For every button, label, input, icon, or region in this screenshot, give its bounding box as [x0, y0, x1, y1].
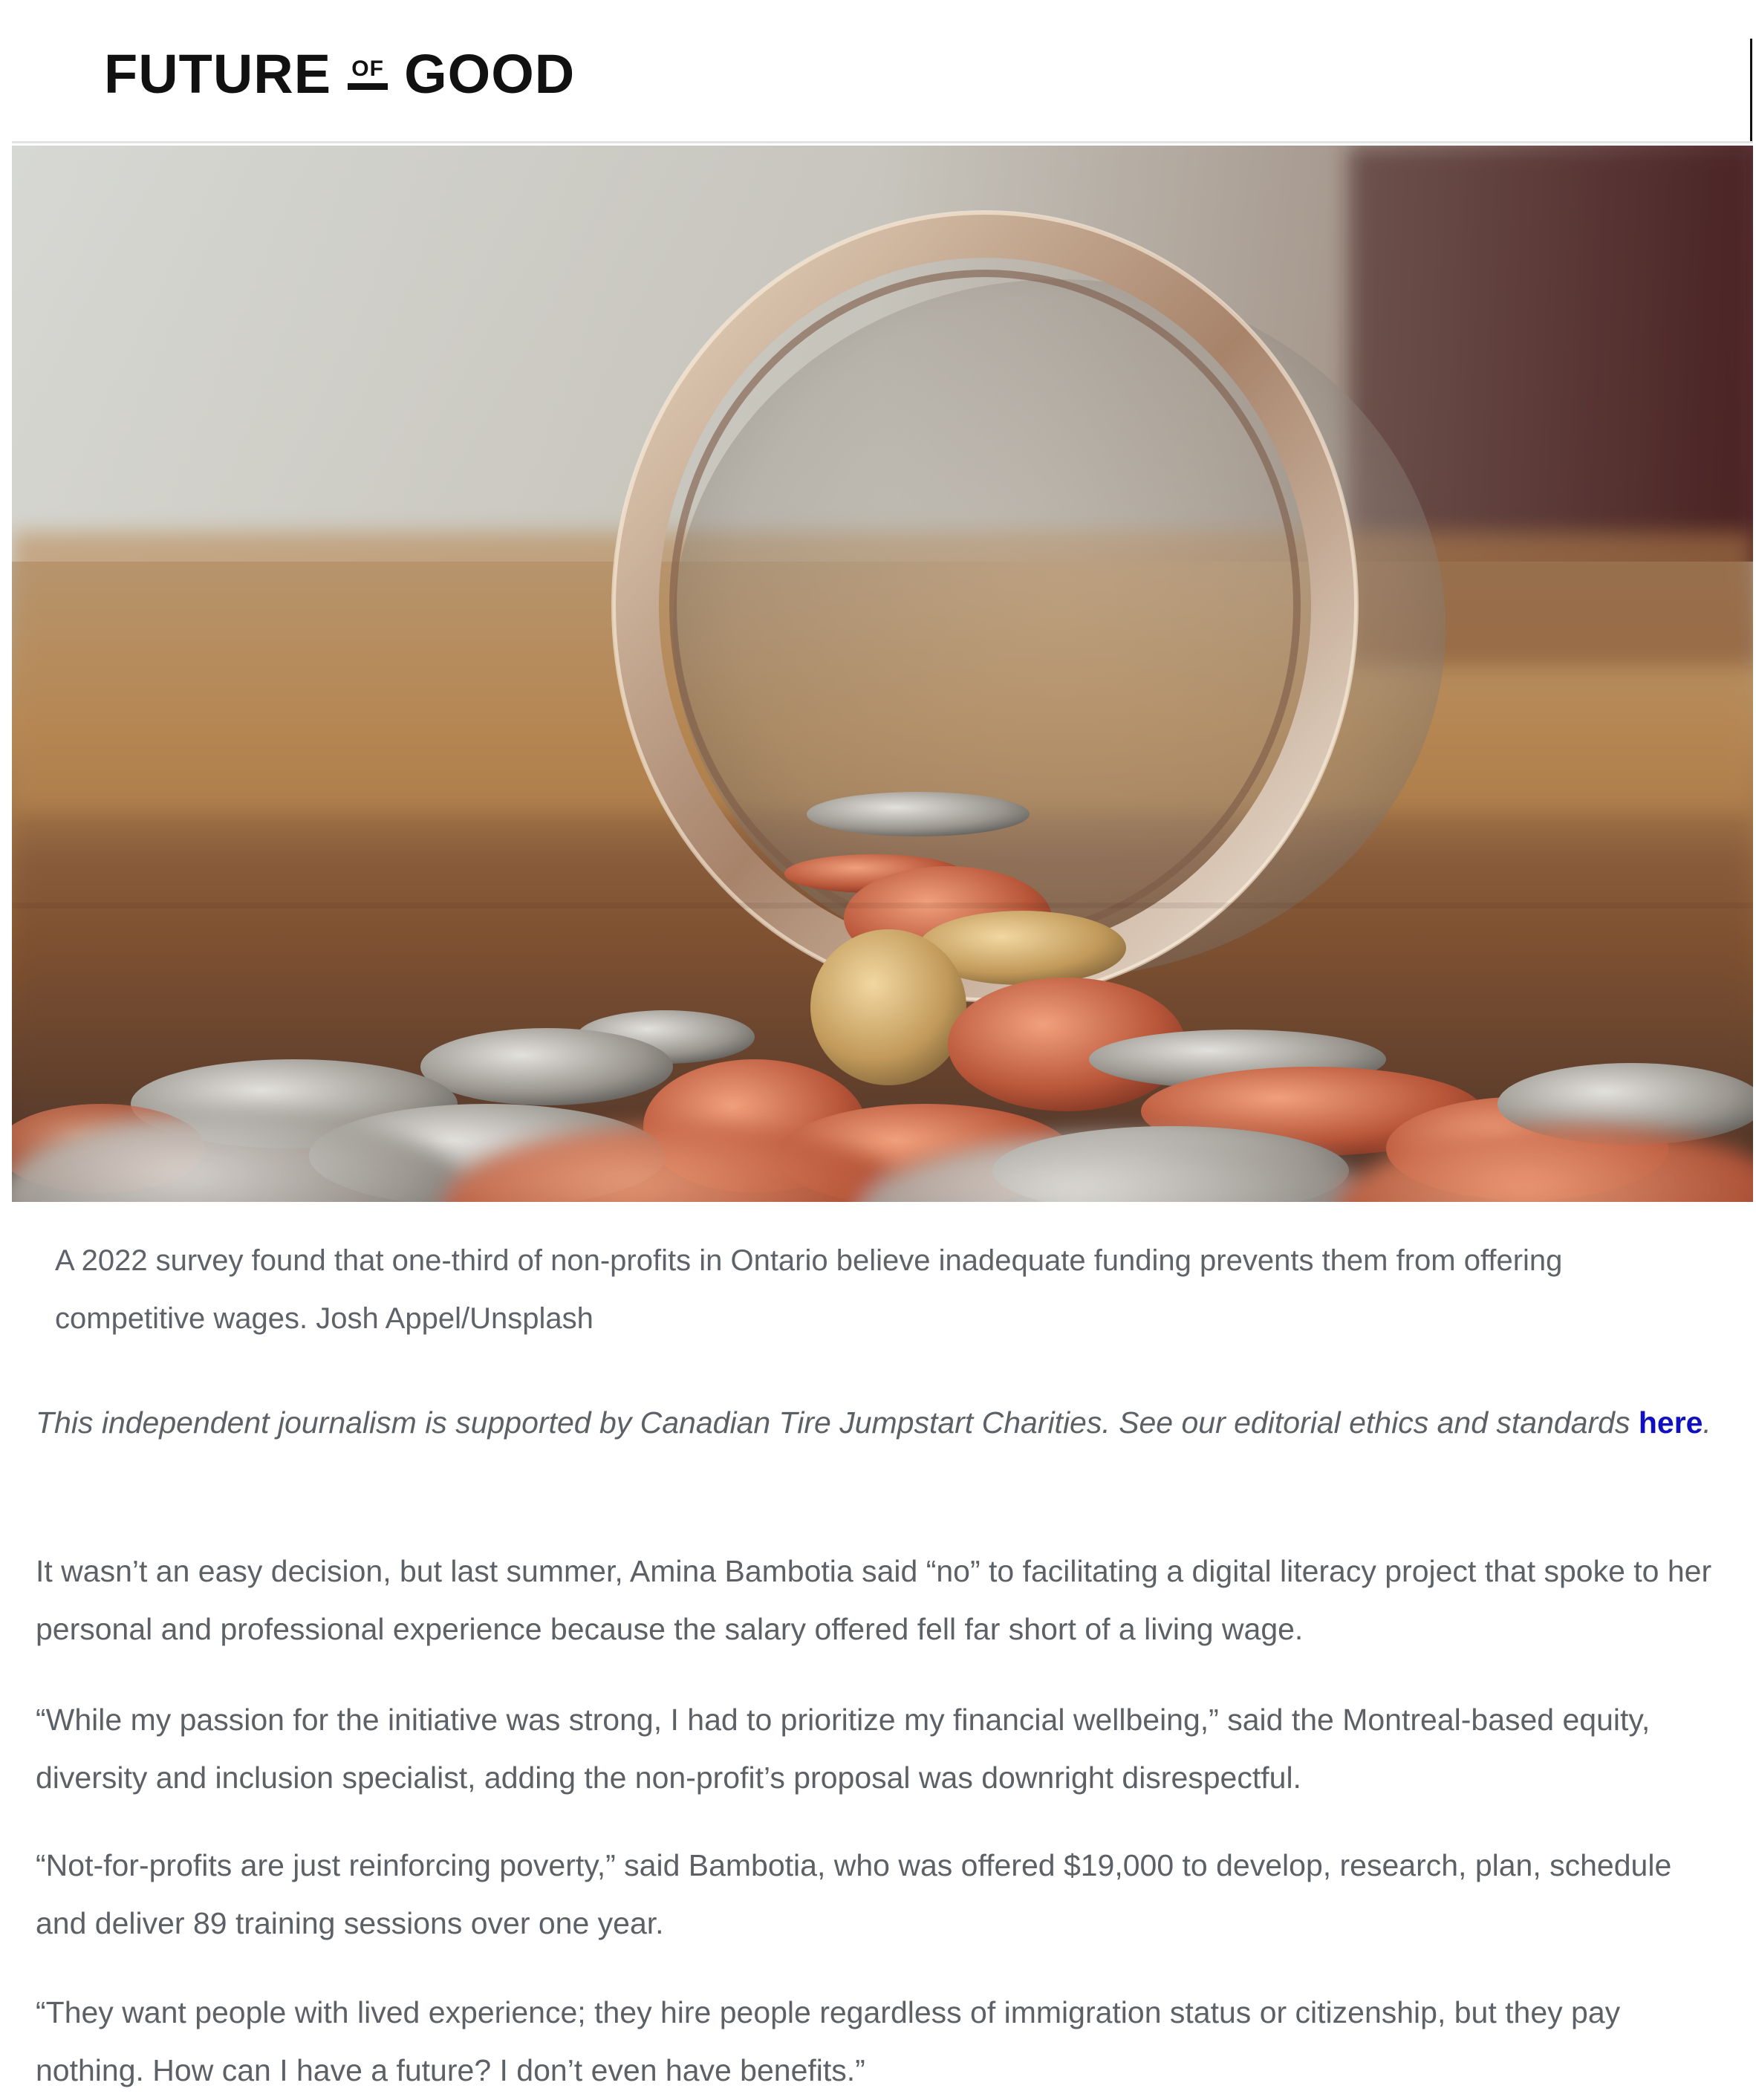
hero-image — [12, 146, 1753, 1202]
logo-of-bar — [348, 83, 388, 90]
article-paragraph-4 — [36, 1983, 1729, 2099]
support-disclaimer — [36, 1394, 1729, 1452]
paragraph-text: “While my passion for the initiative was strong, I had to prioritize my financial wellbeing,” said the Montreal-based equity, diversity and inclusion specialist, adding the non-profit’s proposal was downright disrespectful. — [36, 1703, 1651, 1795]
logo-word-future: FUTURE — [104, 43, 332, 105]
logo-of-text: OF — [351, 56, 384, 81]
site-header — [0, 0, 1756, 143]
logo-word-good: GOOD — [404, 43, 576, 105]
header-divider — [12, 141, 1753, 143]
support-suffix: . — [1703, 1405, 1711, 1440]
scroll-edge — [1750, 39, 1752, 143]
article-paragraph-2 — [36, 1691, 1729, 1807]
image-caption: A 2022 survey found that one-third of non-profits in Ontario believe inadequate funding prevents them from offering competitive wages. Josh Appel/Unsplash — [55, 1244, 1563, 1335]
future-of-good-logo[interactable] — [104, 45, 575, 104]
support-text — [36, 1394, 1729, 1452]
article-paragraph-1 — [36, 1542, 1729, 1658]
coin-jar-photo-icon — [12, 146, 1753, 1202]
paragraph-text: It wasn’t an easy decision, but last summer, Amina Bambotia said “no” to facilitating a digital literacy project that spoke to her personal and professional experience because the salary offered fell far short of a living wage. — [36, 1554, 1712, 1646]
article-paragraph-3 — [36, 1836, 1729, 1952]
paragraph-text: “Not-for-profits are just reinforcing poverty,” said Bambotia, who was offered $19,000 to develop, research, plan, schedule and deliver 89 training sessions over one year. — [36, 1848, 1672, 1940]
ethics-link[interactable]: here — [1638, 1405, 1703, 1440]
support-prefix: This independent journalism is supported by Canadian Tire Jumpstart Charities. See our editorial ethics and standards — [36, 1405, 1639, 1440]
paragraph-text: “They want people with lived experience; they hire people regardless of immigration status or citizenship, but they pay nothing. How can I have a future? I don’t even have benefits.” — [36, 1995, 1621, 2087]
logo-of-mark — [348, 56, 388, 90]
